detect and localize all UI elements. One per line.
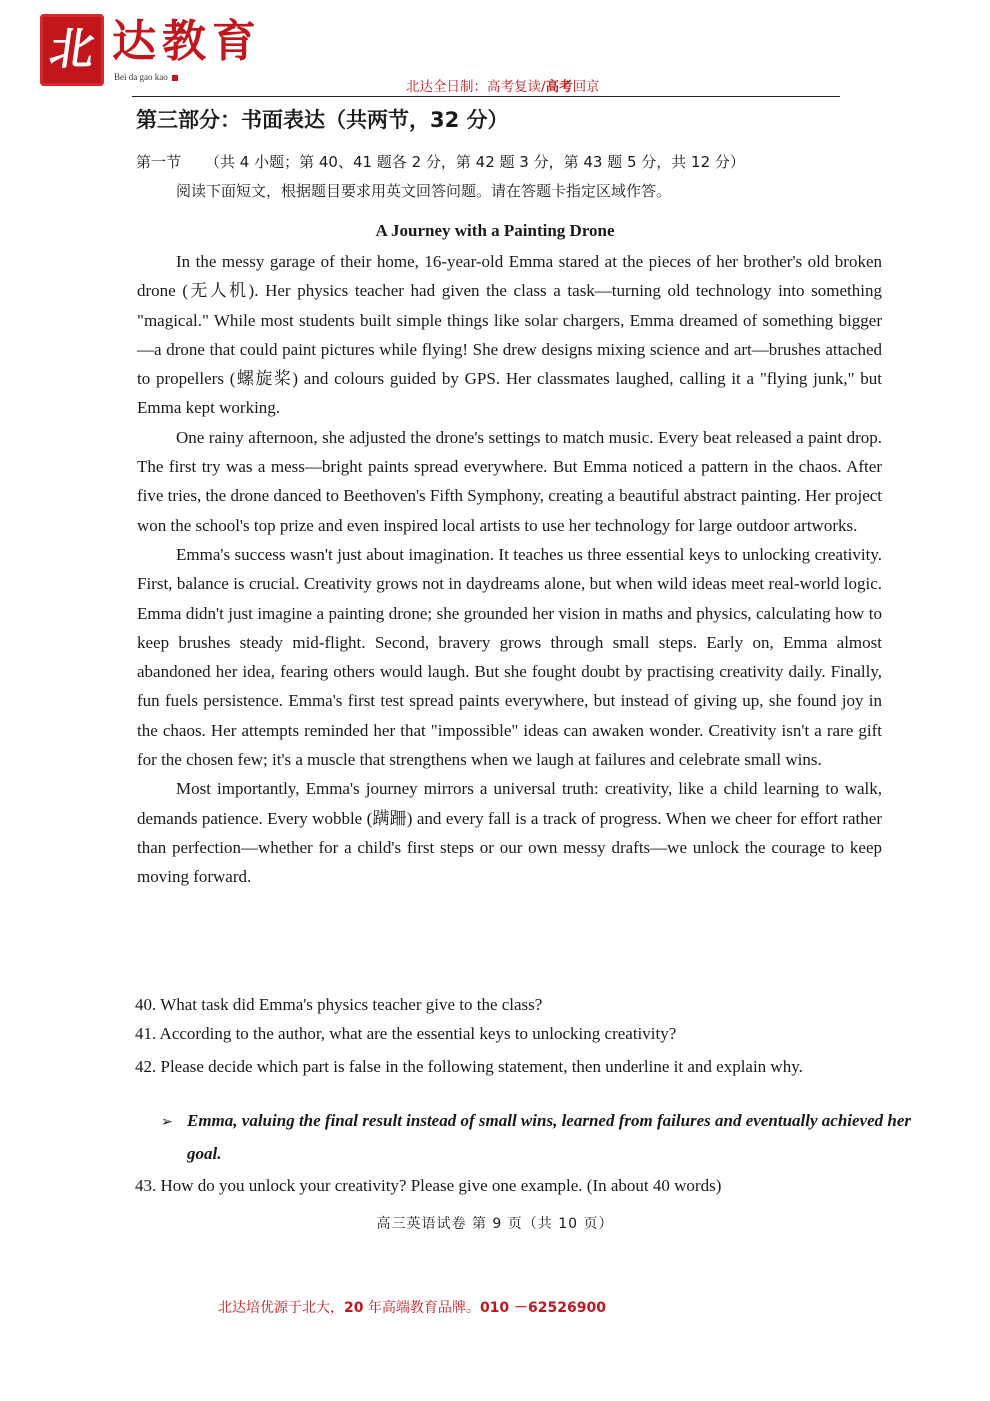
question-43: 43. How do you unlock your creativity? Please give one example. (In about 40 words) xyxy=(135,1176,722,1195)
section-label: 第一节 xyxy=(136,153,182,171)
ad-part-b: 20 xyxy=(344,1300,364,1316)
ad-part-a: 北达培优源于北大， xyxy=(218,1300,344,1316)
tagline-part-b: 高考 xyxy=(545,79,573,95)
logo-mark xyxy=(40,14,104,86)
passage-paragraph: In the messy garage of their home, 16-year-old Emma stared at the pieces of her brother's old broken drone (无人机). Her physics teacher had given the class a task—turning old technology into something "magical." While most students built simple things like solar chargers, Emma dreamed of something bigger—a drone that could paint pictures while flying! She drew designs mixing science and art—brushes attached to propellers (螺旋桨) and colours guided by GPS. Her classmates laughed, calling it a "flying junk," but Emma kept working. xyxy=(137,252,882,418)
question-42-statement xyxy=(161,1105,911,1170)
ad-phone: 010 －62526900 xyxy=(479,1300,606,1316)
section-info: （共 4 小题；第 40、41 题各 2 分，第 42 题 3 分，第 43 题 5 分，共 12 分） xyxy=(205,153,745,171)
ad-footer xyxy=(218,1297,606,1317)
logo-char: 北 xyxy=(46,24,98,75)
section-heading xyxy=(136,151,745,172)
tagline-part-c: 回京 xyxy=(572,79,600,95)
part-title: 第三部分：书面表达（共两节，32 分） xyxy=(136,108,509,132)
instructions: 阅读下面短文，根据题目要求用英文回答问题。请在答题卡指定区域作答。 xyxy=(176,182,672,200)
logo-subtitle xyxy=(114,72,178,82)
square-icon xyxy=(172,75,178,81)
header-divider xyxy=(132,96,840,97)
page-number: 高三英语试卷 第 9 页（共 10 页） xyxy=(376,1216,614,1232)
statement-text: Emma, valuing the final result instead of small wins, learned from failures and eventually achieved her goal. xyxy=(187,1111,911,1163)
question-42: 42. Please decide which part is false in the following statement, then underline it and explain why. xyxy=(135,1057,803,1076)
logo-subtitle-text: Bei da gao kao xyxy=(114,72,168,82)
question-40: 40. What task did Emma's physics teacher give to the class? xyxy=(135,995,543,1014)
passage-paragraph: Emma's success wasn't just about imagination. It teaches us three essential keys to unlocking creativity. First, balance is crucial. Creativity grows not in daydreams alone, but when wild ideas meet real-world logic. Emma didn't just imagine a painting drone; she grounded her vision in maths and physics, calculating how to keep brushes steady mid-flight. Second, bravery grows through small steps. Early on, Emma almost abandoned her idea, fearing others would laugh. But she fought doubt by practising creativity daily. Finally, fun fuels persistence. Emma's first test spread paints everywhere, but instead of giving up, she found joy in the chaos. Her attempts reminded her that "impossible" ideas can awaken wonder. Creativity isn't a rare gift for the chosen few; it's a muscle that strengthens when we laugh at failures and celebrate small wins. xyxy=(137,544,882,770)
logo-name: 达教育 xyxy=(112,16,262,67)
passage-paragraph: Most importantly, Emma's journey mirrors a universal truth: creativity, like a child learning to walk, demands patience. Every wobble (蹒跚) and every fall is a track of progress. When we cheer for effort rather than perfection—whether for a child's first steps or our own messy drafts—we unlock the courage to keep moving forward. xyxy=(137,779,882,887)
header-tagline xyxy=(406,75,600,95)
ad-part-c: 年高端教育品牌。 xyxy=(363,1300,480,1316)
question-41: 41. According to the author, what are the essential keys to unlocking creativity? xyxy=(135,1024,677,1043)
tagline-part-a: 北达全日制：高考复读/ xyxy=(406,79,546,95)
passage-title: A Journey with a Painting Drone xyxy=(375,221,615,240)
arrow-bullet-icon: ➢ xyxy=(161,1114,173,1130)
passage xyxy=(137,247,882,892)
passage-paragraph: One rainy afternoon, she adjusted the drone's settings to match music. Every beat released a paint drop. The first try was a mess—bright paints spread everywhere. But Emma noticed a pattern in the chaos. After five tries, the drone danced to Beethoven's Fifth Symphony, creating a beautiful abstract painting. Her project won the school's top prize and even inspired local artists to use her technology for large outdoor artworks. xyxy=(137,427,883,535)
